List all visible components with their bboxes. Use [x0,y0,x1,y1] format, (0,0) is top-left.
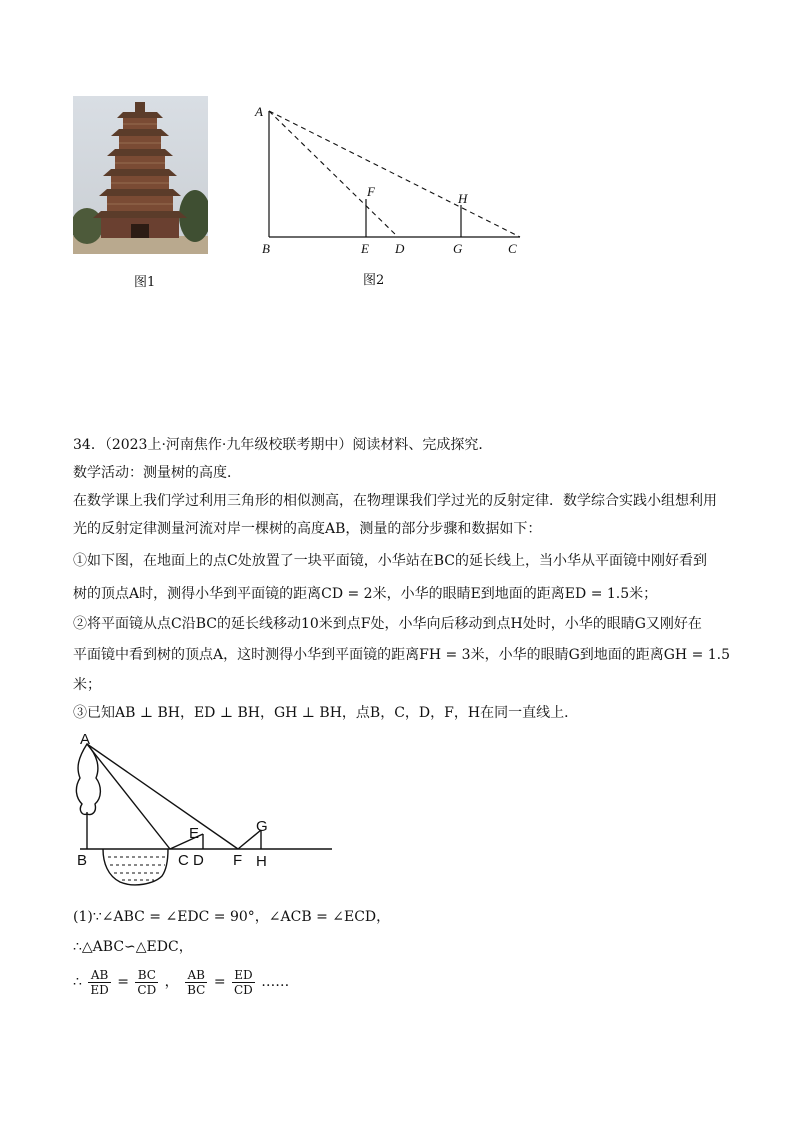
label-e: E [189,825,200,842]
label-g: G [256,818,268,835]
equals-sign-2: = [213,974,226,990]
figure2-caption: 图2 [363,273,385,288]
label-d: D [193,852,204,869]
pagoda-photo [73,96,208,254]
fraction-ab-ed [88,968,110,997]
label-c: C [508,241,517,256]
label-f: F [367,184,375,199]
solution-line-2: ∴△ABC∽△EDC， [73,939,193,955]
activity-line: 数学活动：测量树的高度． [73,465,241,481]
step1-line-b: 树的顶点A时，测得小华到平面镜的距离CD = 2米，小华的眼睛E到地面的距离ED = 1.5米； [73,586,658,602]
frac4-num: ED [232,968,255,983]
fraction-bc-cd [135,968,158,997]
label-f: F [233,852,243,869]
step1-line-a: ①如下图，在地面上的点C处放置了一块平面镜，小华站在BC的延长线上，当小华从平面镜中刚好看到 [73,553,707,569]
step3-line: ③已知AB ⊥ BH，ED ⊥ BH，GH ⊥ BH，点B，C，D，F，H在同一直线上． [73,705,579,721]
label-g: G [453,241,463,256]
label-a: A [255,104,263,119]
step2-line-b: 平面镜中看到树的顶点A，这时测得小华到平面镜的距离FH = 3米，小华的眼睛G到地面的距离GH = 1.5 [73,647,731,663]
label-c: C [178,852,189,869]
frac2-den: CD [137,982,157,997]
figure1-caption: 图1 [134,275,156,290]
label-d: D [395,241,405,256]
frac3-num: AB [185,968,207,983]
solution-line-3 [73,963,289,1001]
label-h: H [458,191,468,206]
separator: ， [164,974,179,990]
therefore-symbol: ∴ [73,974,82,990]
step2-line-c: 米； [73,677,101,693]
frac1-num: AB [88,968,110,983]
frac3-den: BC [187,982,206,997]
tree-mirror-diagram [70,728,340,893]
label-b: B [77,852,88,869]
problem-header: 34．（2023上·河南焦作·九年级校联考期中）阅读材料、完成探究． [73,437,493,453]
frac2-num: BC [135,968,158,983]
fraction-ab-bc [185,968,207,997]
intro-line-1: 在数学课上我们学过利用三角形的相似测高，在物理课我们学过光的反射定律．数学综合实践小组想利用 [73,493,717,509]
label-a: A [80,731,91,748]
label-b: B [262,241,270,256]
ellipsis: …… [261,974,290,990]
fraction-ed-cd [232,968,255,997]
frac1-den: ED [90,982,109,997]
step2-line-a: ②将平面镜从点C沿BC的延长线移动10米到点F处，小华向后移动到点H处时，小华的眼睛G又刚好在 [73,616,702,632]
solution-line-1: (1)∵∠ABC = ∠EDC = 90°，∠ACB = ∠ECD， [73,909,391,925]
label-h: H [256,853,267,870]
label-e: E [361,241,369,256]
intro-line-2: 光的反射定律测量河流对岸一棵树的高度AB，测量的部分步骤和数据如下： [73,521,542,537]
figure2-diagram [250,95,535,260]
equals-sign: = [117,974,129,990]
frac4-den: CD [234,982,253,997]
